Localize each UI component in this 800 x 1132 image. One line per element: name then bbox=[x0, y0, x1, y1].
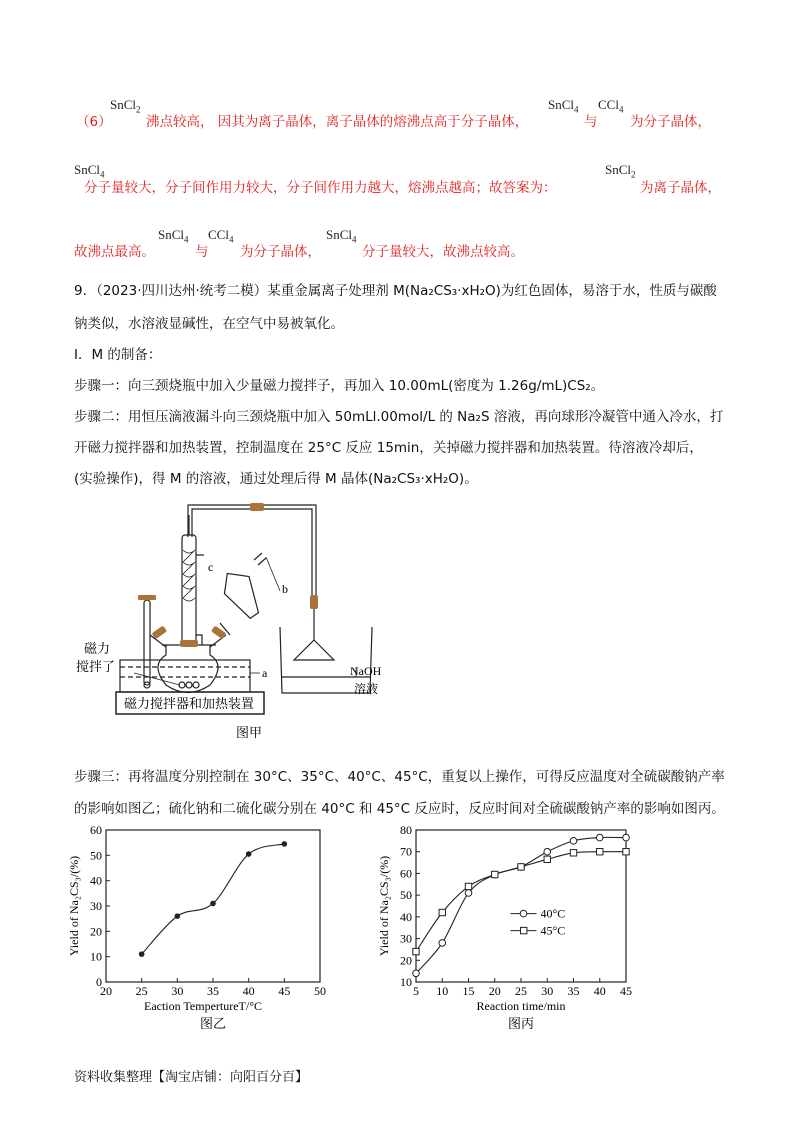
x-axis-label: Reaction time/min bbox=[476, 999, 566, 1013]
x-tick-label: 25 bbox=[135, 984, 148, 998]
step-2-line-2: 开磁力搅拌器和加热装置，控制温度在 25°C 反应 15min，关掉磁力搅拌器和加热装置。待溶液冷却后， bbox=[74, 440, 703, 456]
data-point-circle bbox=[596, 834, 603, 841]
y-tick-label: 70 bbox=[400, 844, 412, 859]
x-tick-label: 40 bbox=[242, 984, 255, 998]
answer-and-2: 与 bbox=[195, 244, 209, 260]
data-point-square bbox=[439, 909, 445, 915]
step-1: 步骤一：向三颈烧瓶中加入少量磁力搅拌子，再加入 10.00mL(密度为 1.26g/mL)CS₂。 bbox=[74, 378, 605, 394]
x-tick-label: 20 bbox=[100, 984, 112, 998]
y-tick-label: 20 bbox=[400, 953, 412, 968]
label-a: a bbox=[262, 666, 268, 680]
x-tick-label: 5 bbox=[413, 984, 419, 998]
data-point-circle bbox=[570, 838, 577, 845]
legend-label: 45°C bbox=[540, 923, 566, 938]
y-axis-label: Yield of Na₂CS₃/(%) bbox=[377, 855, 391, 957]
y-tick-label: 50 bbox=[400, 888, 412, 903]
answer-text-l3b: 为分子晶体， bbox=[240, 244, 321, 260]
data-point-circle bbox=[465, 890, 472, 897]
three-neck-flask bbox=[158, 645, 218, 693]
label-c: c bbox=[208, 560, 214, 574]
x-tick-label: 40 bbox=[593, 984, 606, 998]
formula-ccl4: CCl$_4$ bbox=[208, 227, 234, 245]
x-tick-label: 10 bbox=[436, 984, 449, 998]
data-point-circle bbox=[413, 970, 420, 977]
dropping-funnel bbox=[216, 553, 280, 635]
y-tick-label: 60 bbox=[400, 866, 412, 881]
answer-text-l1a: 沸点较高， 因其为离子晶体，离子晶体的熔沸点高于分子晶体， bbox=[146, 114, 529, 130]
y-tick-label: 10 bbox=[400, 975, 412, 989]
data-point-circle bbox=[439, 940, 446, 947]
question-line-1: 9．（2023·四川达州·统考二模）某重金属离子处理剂 M(Na₂CS₃·xH₂O)为红色固体，易溶于水，性质与碳酸 bbox=[74, 283, 717, 299]
answer-text-l3a: 故沸点最高。 bbox=[74, 244, 155, 260]
water-bath bbox=[120, 660, 250, 692]
formula-ccl4: CCl$_4$ bbox=[598, 97, 624, 115]
x-tick-label: 30 bbox=[541, 984, 554, 998]
figure-a-caption: 图甲 bbox=[236, 726, 263, 741]
naoh-label: NaOH bbox=[350, 664, 382, 678]
formula-sncl2: SnCl$_2$ bbox=[110, 97, 141, 115]
chart-yield-vs-time bbox=[370, 818, 660, 1033]
y-tick-label: 0 bbox=[96, 975, 102, 989]
formula-sncl4: SnCl$_4$ bbox=[326, 227, 357, 245]
data-point bbox=[139, 951, 145, 957]
step-2-line-1: 步骤二：用恒压滴液漏斗向三颈烧瓶中加入 50mLl.00mol/L 的 Na₂S 溶液，再向球形冷凝管中通入冷水，打 bbox=[74, 409, 724, 425]
series-line bbox=[416, 837, 626, 973]
answer-and-1: 与 bbox=[584, 114, 598, 130]
figure-caption: 图丙 bbox=[507, 1016, 535, 1031]
legend-marker bbox=[521, 927, 527, 933]
x-tick-label: 35 bbox=[207, 984, 219, 998]
step-2-line-3: (实验操作)，得 M 的溶液，通过处理后得 M 晶体(Na₂CS₃·xH₂O)。 bbox=[74, 471, 478, 487]
x-tick-label: 45 bbox=[620, 984, 632, 998]
y-tick-label: 40 bbox=[400, 909, 412, 924]
figure-caption: 图乙 bbox=[199, 1016, 227, 1031]
data-point-square bbox=[413, 948, 419, 954]
label-b: b bbox=[282, 582, 288, 596]
formula-sncl4: SnCl$_4$ bbox=[74, 162, 105, 180]
step-3-line-2: 的影响如图乙；硫化钠和二硫化碳分别在 40°C 和 45°C 反应时，反应时间对全硫碳酸钠产率的影响如图丙。 bbox=[74, 801, 725, 817]
thermometer bbox=[144, 600, 150, 685]
y-axis-label: Yield of Na₂CS₃/(%) bbox=[67, 855, 81, 957]
x-tick-label: 20 bbox=[488, 984, 501, 998]
y-tick-label: 30 bbox=[400, 931, 412, 946]
data-point bbox=[210, 901, 216, 907]
formula-sncl4: SnCl$_4$ bbox=[158, 227, 189, 245]
data-point bbox=[175, 913, 181, 919]
data-point-square bbox=[518, 864, 524, 870]
series-line bbox=[142, 844, 285, 954]
data-point-square bbox=[544, 856, 550, 862]
y-tick-label: 80 bbox=[400, 823, 412, 837]
question-line-2: 钠类似，水溶液显碱性，在空气中易被氧化。 bbox=[74, 316, 344, 332]
y-tick-label: 40 bbox=[90, 873, 102, 888]
formula-sncl4: SnCl$_4$ bbox=[548, 97, 579, 115]
x-tick-label: 15 bbox=[462, 984, 475, 998]
y-tick-label: 30 bbox=[90, 899, 102, 913]
data-point-square bbox=[570, 850, 576, 856]
legend-marker bbox=[520, 910, 527, 917]
data-point-square bbox=[465, 883, 471, 889]
formula-sncl2: SnCl$_2$ bbox=[605, 162, 636, 180]
section-title: Ⅰ．M 的制备： bbox=[74, 347, 162, 363]
data-point-circle bbox=[623, 834, 630, 841]
x-tick-label: 45 bbox=[278, 984, 291, 998]
data-point-circle bbox=[544, 848, 551, 855]
data-point-square bbox=[597, 849, 603, 855]
data-point-square bbox=[492, 871, 498, 877]
data-point-square bbox=[623, 849, 629, 855]
legend-label: 40°C bbox=[540, 906, 566, 921]
base-label: 磁力搅拌器和加热装置 bbox=[124, 697, 255, 712]
answer-text-l2a: 分子量较大，分子间作用力较大，分子间作用力越大，熔沸点越高；故答案为： bbox=[84, 180, 557, 196]
answer-text-l3c: 分子量较大，故沸点较高。 bbox=[362, 244, 524, 260]
rubber-joints bbox=[138, 503, 318, 647]
footer-source: 资料收集整理【淘宝店铺：向阳百分百】 bbox=[74, 1070, 309, 1085]
step-3-line-1: 步骤三：再将温度分别控制在 30°C、35°C、40°C、45°C，重复以上操作，可得反应温度对全硫碳酸钠产率 bbox=[74, 769, 725, 785]
data-point bbox=[282, 841, 288, 847]
data-point bbox=[246, 851, 252, 857]
answer-text-l1b: 为分子晶体， bbox=[630, 114, 711, 130]
y-tick-label: 10 bbox=[90, 949, 102, 964]
stirrer-label-2: 搅拌了 bbox=[76, 660, 116, 675]
gas-tube bbox=[188, 505, 316, 595]
x-tick-label: 30 bbox=[171, 984, 184, 998]
y-tick-label: 20 bbox=[90, 924, 102, 939]
y-tick-label: 50 bbox=[90, 848, 102, 863]
apparatus-figure bbox=[70, 495, 430, 757]
y-tick-label: 60 bbox=[90, 823, 102, 837]
x-axis-label: Eaction TempertureT/°C bbox=[143, 999, 263, 1013]
x-tick-label: 25 bbox=[515, 984, 527, 998]
stirrer-label-1: 磁力 bbox=[84, 642, 111, 657]
naoh-solution-label: 溶液 bbox=[354, 682, 379, 696]
x-tick-label: 50 bbox=[314, 984, 326, 998]
x-tick-label: 35 bbox=[567, 984, 580, 998]
answer-number: （6） bbox=[76, 114, 112, 130]
answer-text-l2b: 为离子晶体， bbox=[640, 180, 721, 196]
chart-yield-vs-temperature bbox=[60, 818, 360, 1033]
